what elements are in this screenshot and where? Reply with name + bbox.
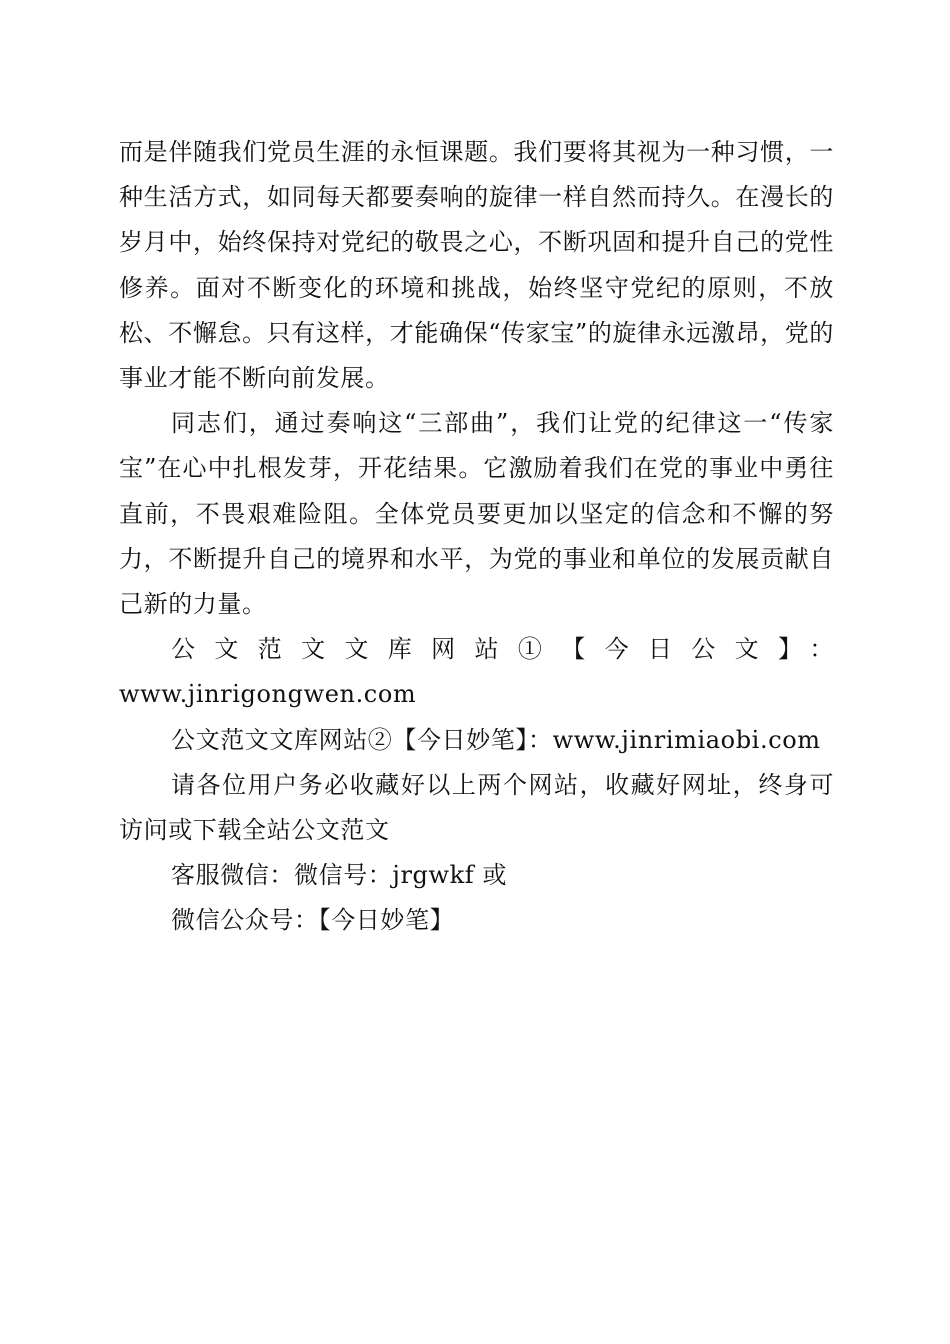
site1-label: 公文范文文库网站①【今日公文】： [171,635,834,664]
service-wechat: 客服微信：微信号：jrgwkf 或 [171,861,508,890]
document-page [119,130,834,944]
site2-line: 公文范文文库网站②【今日妙笔】：www.jinrimiaobi.com [171,725,821,754]
notice-text: 请各位用户务必收藏好以上两个网站，收藏好网址，终身可访问或下载全站公文范文 [119,770,834,845]
site1-url: www.jinrigongwen.com [119,680,417,709]
official-account: 微信公众号：【今日妙笔】 [171,906,455,935]
paragraph-continuation: 而是伴随我们党员生涯的永恒课题。我们要将其视为一种习惯，一种生活方式，如同每天都要奏响的旋律一样自然而持久。在漫长的岁月中，始终保持对党纪的敬畏之心，不断巩固和提升自己的党性修养。面对不断变化的环境和挑战，始终坚守党纪的原则，不放松、不懈怠。只有这样，才能确保“传家宝”的旋律永远激昂，党的事业才能不断向前发展。 [119,138,834,393]
paragraph-closing: 同志们，通过奏响这“三部曲”，我们让党的纪律这一“传家宝”在心中扎根发芽，开花结果。它激励着我们在党的事业中勇往直前，不畏艰难险阻。全体党员要更加以坚定的信念和不懈的努力，不断提升自己的境界和水平，为党的事业和单位的发展贡献自己新的力量。 [119,409,834,619]
